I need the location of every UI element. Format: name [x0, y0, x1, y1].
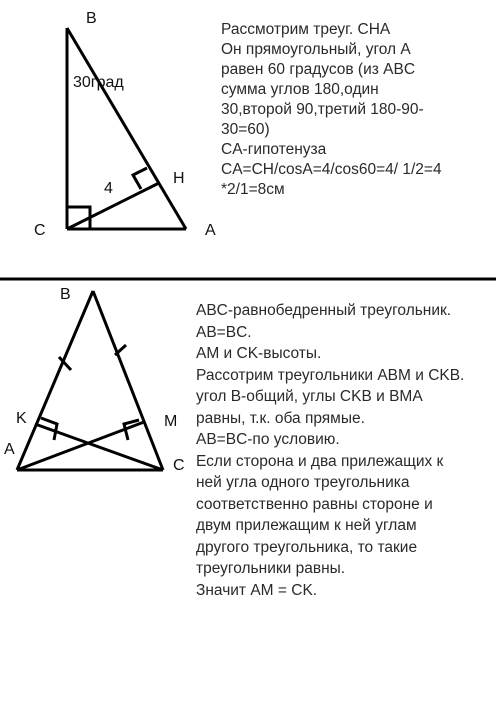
solution-line: Он прямоугольный, угол А — [221, 41, 411, 58]
solution-line: Если сторона и два прилежащих к — [196, 452, 444, 470]
vertex-label-a1: A — [205, 222, 216, 239]
solution-line: другого треугольника, то такие — [196, 538, 418, 556]
triangle-abc — [17, 291, 163, 470]
vertex-label-c2: C — [173, 457, 185, 474]
vertex-label-c1: C — [34, 222, 46, 239]
vertex-label-b2: B — [60, 286, 71, 303]
vertex-label-b1: B — [86, 10, 97, 27]
side-bc — [93, 291, 163, 470]
solution-line: равен 60 градусов (из ABC — [221, 61, 416, 78]
segment-label-ch: 4 — [104, 180, 113, 197]
solution-line: Значит AM = CK. — [196, 581, 318, 599]
solution-line: *2/1=8см — [221, 181, 285, 198]
vertex-label-m: M — [164, 413, 178, 430]
solution-line: AM и CK-высоты. — [196, 345, 322, 362]
vertex-label-h: H — [173, 170, 185, 187]
solution-line: 30,второй 90,третий 180-90- — [221, 101, 424, 118]
solution-line: Рассотрим треугольники ABM и CKB. — [196, 366, 465, 384]
solution-line: 30=60) — [221, 121, 270, 138]
solution-line: AB=BC-по условию. — [196, 431, 340, 448]
solution-line: равны, т.к. оба прямые. — [196, 409, 365, 427]
side-ab — [17, 291, 93, 470]
right-angle-mark-h — [133, 168, 147, 189]
solution-line: соответственно равны стороне и — [196, 495, 433, 513]
vertex-label-a2: A — [4, 441, 15, 458]
angle-label: 30град — [73, 74, 124, 91]
triangle-cba — [67, 28, 186, 229]
solution-text-1 — [221, 20, 442, 200]
solution-line: Рассмотрим треуг. CHA — [221, 21, 391, 38]
solution-line: CA=CH/cosA=4/cos60=4/ 1/2=4 — [221, 161, 442, 178]
solution-line: CA-гипотенуза — [221, 141, 327, 158]
solution-line: двум прилежащим к ней углам — [196, 517, 417, 534]
solution-text-2 — [196, 300, 464, 601]
solution-line: сумма углов 180,один — [221, 81, 379, 98]
solution-line: треугольники равны. — [196, 560, 346, 577]
vertex-label-k: K — [16, 410, 27, 427]
right-angle-mark-m — [124, 420, 139, 440]
solution-line: ней угла одного треугольника — [196, 474, 410, 491]
solution-line: ABC-равнобедренный треугольник. — [196, 302, 452, 319]
solution-line: AB=BC. — [196, 323, 252, 341]
solution-line: угол B-общий, углы CKB и BMA — [196, 388, 423, 405]
